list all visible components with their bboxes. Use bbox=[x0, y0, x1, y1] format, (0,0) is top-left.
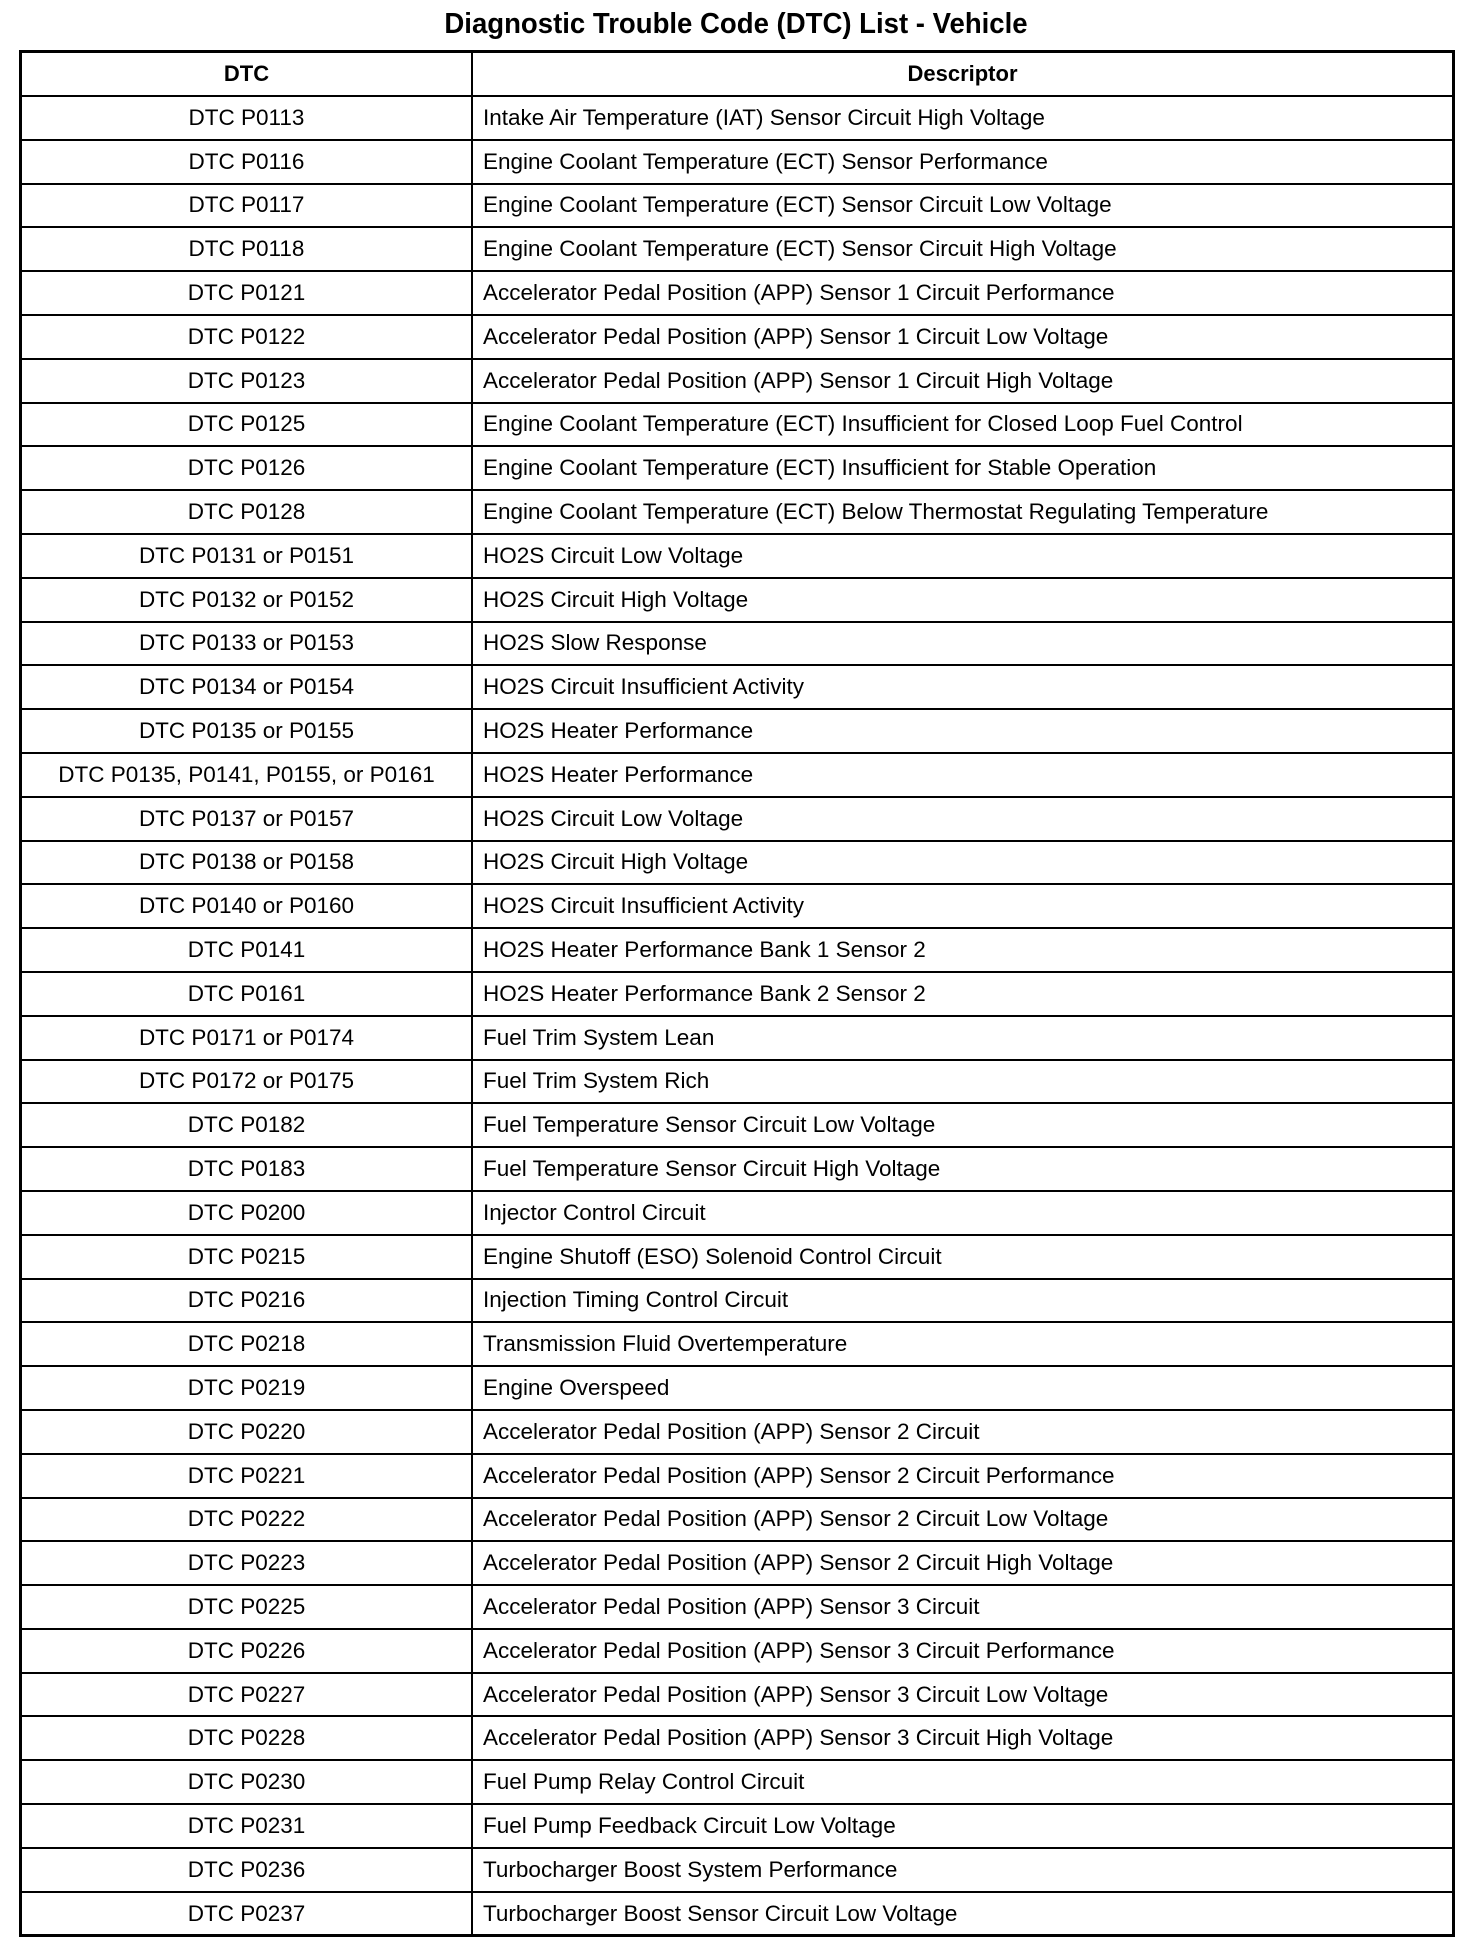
dtc-code-cell: DTC P0172 or P0175 bbox=[21, 1060, 473, 1104]
table-row bbox=[21, 534, 1454, 578]
dtc-code-cell: DTC P0138 or P0158 bbox=[21, 841, 473, 885]
dtc-code-cell: DTC P0117 bbox=[21, 184, 473, 228]
descriptor-cell: HO2S Heater Performance bbox=[472, 709, 1454, 753]
table-row bbox=[21, 1716, 1454, 1760]
table-row bbox=[21, 96, 1454, 140]
dtc-code-cell: DTC P0236 bbox=[21, 1848, 473, 1892]
table-row bbox=[21, 1147, 1454, 1191]
table-row bbox=[21, 1629, 1454, 1673]
table-row bbox=[21, 403, 1454, 447]
descriptor-cell: Fuel Pump Relay Control Circuit bbox=[472, 1760, 1454, 1804]
table-row bbox=[21, 622, 1454, 666]
dtc-code-cell: DTC P0183 bbox=[21, 1147, 473, 1191]
descriptor-cell: Accelerator Pedal Position (APP) Sensor 2 Circuit High Voltage bbox=[472, 1541, 1454, 1585]
dtc-code-cell: DTC P0171 or P0174 bbox=[21, 1016, 473, 1060]
descriptor-cell: Accelerator Pedal Position (APP) Sensor 1 Circuit Low Voltage bbox=[472, 315, 1454, 359]
column-header-dtc: DTC bbox=[21, 52, 473, 97]
table-row bbox=[21, 1103, 1454, 1147]
table-row bbox=[21, 709, 1454, 753]
dtc-code-cell: DTC P0131 or P0151 bbox=[21, 534, 473, 578]
dtc-code-cell: DTC P0227 bbox=[21, 1673, 473, 1717]
descriptor-cell: HO2S Heater Performance Bank 1 Sensor 2 bbox=[472, 928, 1454, 972]
descriptor-cell: Engine Coolant Temperature (ECT) Sensor Circuit Low Voltage bbox=[472, 184, 1454, 228]
dtc-code-cell: DTC P0118 bbox=[21, 227, 473, 271]
descriptor-cell: Intake Air Temperature (IAT) Sensor Circuit High Voltage bbox=[472, 96, 1454, 140]
descriptor-cell: Fuel Trim System Rich bbox=[472, 1060, 1454, 1104]
table-row bbox=[21, 227, 1454, 271]
dtc-code-cell: DTC P0230 bbox=[21, 1760, 473, 1804]
descriptor-cell: Accelerator Pedal Position (APP) Sensor 2 Circuit Performance bbox=[472, 1454, 1454, 1498]
table-row bbox=[21, 1322, 1454, 1366]
descriptor-cell: Engine Coolant Temperature (ECT) Insufficient for Stable Operation bbox=[472, 446, 1454, 490]
dtc-code-cell: DTC P0220 bbox=[21, 1410, 473, 1454]
dtc-code-cell: DTC P0140 or P0160 bbox=[21, 884, 473, 928]
descriptor-cell: Engine Coolant Temperature (ECT) Sensor Performance bbox=[472, 140, 1454, 184]
descriptor-cell: Accelerator Pedal Position (APP) Sensor 3 Circuit Low Voltage bbox=[472, 1673, 1454, 1717]
table-row bbox=[21, 1585, 1454, 1629]
table-row bbox=[21, 1060, 1454, 1104]
descriptor-cell: HO2S Slow Response bbox=[472, 622, 1454, 666]
descriptor-cell: HO2S Heater Performance bbox=[472, 753, 1454, 797]
table-row bbox=[21, 271, 1454, 315]
table-row bbox=[21, 490, 1454, 534]
table-row bbox=[21, 884, 1454, 928]
page-title: Diagnostic Trouble Code (DTC) List - Vehicle bbox=[444, 8, 1028, 40]
dtc-code-cell: DTC P0133 or P0153 bbox=[21, 622, 473, 666]
descriptor-cell: Engine Coolant Temperature (ECT) Below Thermostat Regulating Temperature bbox=[472, 490, 1454, 534]
table-row bbox=[21, 1235, 1454, 1279]
dtc-code-cell: DTC P0122 bbox=[21, 315, 473, 359]
table-row bbox=[21, 1016, 1454, 1060]
table-row bbox=[21, 446, 1454, 490]
descriptor-cell: Engine Shutoff (ESO) Solenoid Control Circuit bbox=[472, 1235, 1454, 1279]
table-row bbox=[21, 1410, 1454, 1454]
descriptor-cell: Fuel Pump Feedback Circuit Low Voltage bbox=[472, 1804, 1454, 1848]
table-row bbox=[21, 1366, 1454, 1410]
column-header-descriptor: Descriptor bbox=[472, 52, 1454, 97]
descriptor-cell: Accelerator Pedal Position (APP) Sensor 3 Circuit bbox=[472, 1585, 1454, 1629]
descriptor-cell: Transmission Fluid Overtemperature bbox=[472, 1322, 1454, 1366]
table-row bbox=[21, 797, 1454, 841]
dtc-code-cell: DTC P0222 bbox=[21, 1498, 473, 1542]
dtc-code-cell: DTC P0216 bbox=[21, 1279, 473, 1323]
descriptor-cell: HO2S Circuit Insufficient Activity bbox=[472, 884, 1454, 928]
dtc-code-cell: DTC P0132 or P0152 bbox=[21, 578, 473, 622]
dtc-code-cell: DTC P0221 bbox=[21, 1454, 473, 1498]
descriptor-cell: Accelerator Pedal Position (APP) Sensor 2 Circuit bbox=[472, 1410, 1454, 1454]
dtc-code-cell: DTC P0161 bbox=[21, 972, 473, 1016]
table-row bbox=[21, 140, 1454, 184]
dtc-code-cell: DTC P0135 or P0155 bbox=[21, 709, 473, 753]
dtc-code-cell: DTC P0113 bbox=[21, 96, 473, 140]
table-row bbox=[21, 359, 1454, 403]
dtc-code-cell: DTC P0134 or P0154 bbox=[21, 665, 473, 709]
dtc-code-cell: DTC P0121 bbox=[21, 271, 473, 315]
descriptor-cell: HO2S Circuit Low Voltage bbox=[472, 534, 1454, 578]
descriptor-cell: Accelerator Pedal Position (APP) Sensor 3 Circuit Performance bbox=[472, 1629, 1454, 1673]
descriptor-cell: Accelerator Pedal Position (APP) Sensor 1 Circuit Performance bbox=[472, 271, 1454, 315]
dtc-code-cell: DTC P0126 bbox=[21, 446, 473, 490]
table-row bbox=[21, 665, 1454, 709]
table-row bbox=[21, 184, 1454, 228]
descriptor-cell: HO2S Heater Performance Bank 2 Sensor 2 bbox=[472, 972, 1454, 1016]
descriptor-cell: Injection Timing Control Circuit bbox=[472, 1279, 1454, 1323]
descriptor-cell: Fuel Temperature Sensor Circuit High Voltage bbox=[472, 1147, 1454, 1191]
table-row bbox=[21, 972, 1454, 1016]
dtc-code-cell: DTC P0141 bbox=[21, 928, 473, 972]
table-row bbox=[21, 1541, 1454, 1585]
dtc-code-cell: DTC P0116 bbox=[21, 140, 473, 184]
table-row bbox=[21, 1804, 1454, 1848]
descriptor-cell: HO2S Circuit High Voltage bbox=[472, 578, 1454, 622]
descriptor-cell: Fuel Trim System Lean bbox=[472, 1016, 1454, 1060]
descriptor-cell: Engine Coolant Temperature (ECT) Sensor Circuit High Voltage bbox=[472, 227, 1454, 271]
descriptor-cell: Fuel Temperature Sensor Circuit Low Voltage bbox=[472, 1103, 1454, 1147]
descriptor-cell: Accelerator Pedal Position (APP) Sensor 2 Circuit Low Voltage bbox=[472, 1498, 1454, 1542]
table-row bbox=[21, 1760, 1454, 1804]
table-row bbox=[21, 578, 1454, 622]
table-row bbox=[21, 928, 1454, 972]
descriptor-cell: HO2S Circuit Low Voltage bbox=[472, 797, 1454, 841]
dtc-code-cell: DTC P0135, P0141, P0155, or P0161 bbox=[21, 753, 473, 797]
descriptor-cell: Accelerator Pedal Position (APP) Sensor 3 Circuit High Voltage bbox=[472, 1716, 1454, 1760]
dtc-code-cell: DTC P0182 bbox=[21, 1103, 473, 1147]
dtc-code-cell: DTC P0228 bbox=[21, 1716, 473, 1760]
descriptor-cell: Engine Coolant Temperature (ECT) Insufficient for Closed Loop Fuel Control bbox=[472, 403, 1454, 447]
dtc-code-cell: DTC P0237 bbox=[21, 1892, 473, 1936]
descriptor-cell: Engine Overspeed bbox=[472, 1366, 1454, 1410]
table-row bbox=[21, 1892, 1454, 1936]
dtc-code-cell: DTC P0128 bbox=[21, 490, 473, 534]
descriptor-cell: Turbocharger Boost Sensor Circuit Low Voltage bbox=[472, 1892, 1454, 1936]
table-row bbox=[21, 1673, 1454, 1717]
dtc-code-cell: DTC P0226 bbox=[21, 1629, 473, 1673]
descriptor-cell: HO2S Circuit Insufficient Activity bbox=[472, 665, 1454, 709]
table-row bbox=[21, 841, 1454, 885]
dtc-code-cell: DTC P0218 bbox=[21, 1322, 473, 1366]
dtc-code-cell: DTC P0200 bbox=[21, 1191, 473, 1235]
table-row bbox=[21, 1454, 1454, 1498]
dtc-code-cell: DTC P0123 bbox=[21, 359, 473, 403]
table-header-row bbox=[21, 52, 1454, 97]
descriptor-cell: Accelerator Pedal Position (APP) Sensor 1 Circuit High Voltage bbox=[472, 359, 1454, 403]
table-row bbox=[21, 315, 1454, 359]
dtc-code-cell: DTC P0215 bbox=[21, 1235, 473, 1279]
dtc-code-cell: DTC P0223 bbox=[21, 1541, 473, 1585]
dtc-code-cell: DTC P0225 bbox=[21, 1585, 473, 1629]
descriptor-cell: Turbocharger Boost System Performance bbox=[472, 1848, 1454, 1892]
dtc-code-cell: DTC P0231 bbox=[21, 1804, 473, 1848]
table-row bbox=[21, 1191, 1454, 1235]
dtc-table bbox=[19, 50, 1455, 1937]
dtc-code-cell: DTC P0219 bbox=[21, 1366, 473, 1410]
table-row bbox=[21, 753, 1454, 797]
dtc-code-cell: DTC P0137 or P0157 bbox=[21, 797, 473, 841]
table-row bbox=[21, 1279, 1454, 1323]
descriptor-cell: Injector Control Circuit bbox=[472, 1191, 1454, 1235]
table-row bbox=[21, 1498, 1454, 1542]
descriptor-cell: HO2S Circuit High Voltage bbox=[472, 841, 1454, 885]
table-row bbox=[21, 1848, 1454, 1892]
dtc-code-cell: DTC P0125 bbox=[21, 403, 473, 447]
